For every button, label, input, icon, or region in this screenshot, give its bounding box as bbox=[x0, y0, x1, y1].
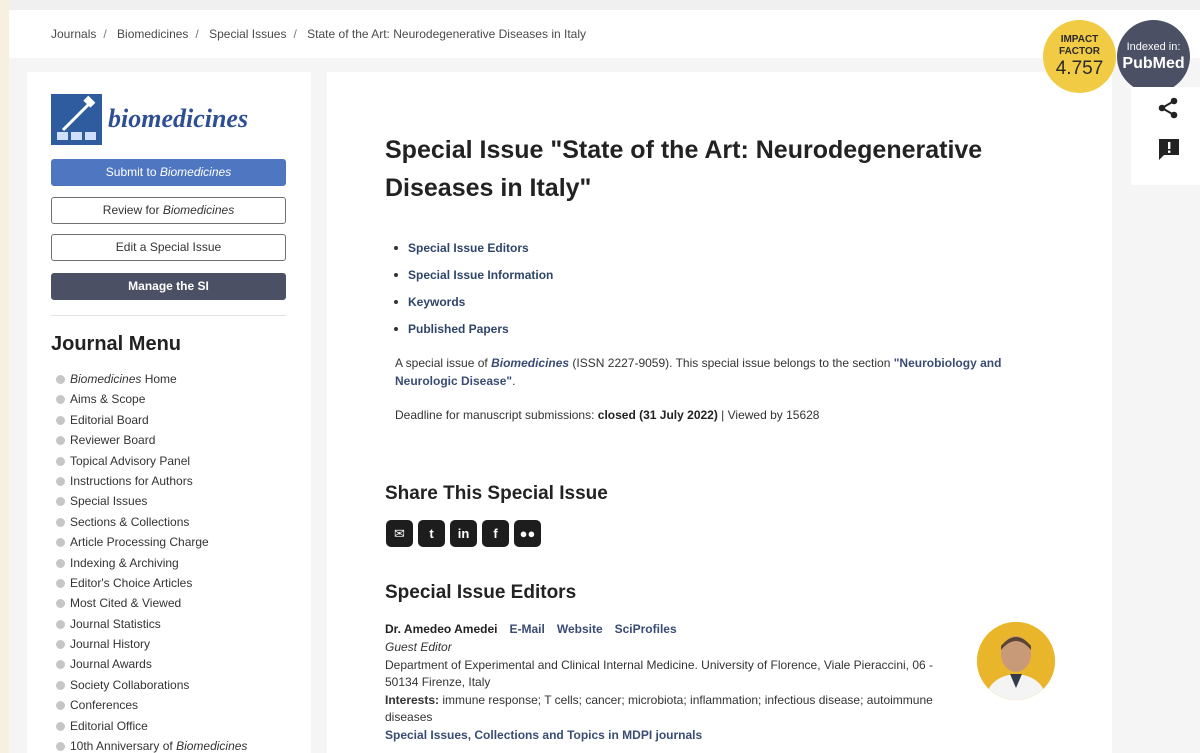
menu-item-label: Society Collaborations bbox=[70, 677, 190, 692]
menu-item-reviewer-board[interactable] bbox=[56, 430, 247, 450]
indexed-label: Indexed in: bbox=[1126, 41, 1181, 53]
impact-factor-badge[interactable] bbox=[1043, 20, 1116, 93]
share-icons bbox=[386, 520, 546, 547]
review-button-prefix: Review for bbox=[102, 203, 163, 217]
toc-published-papers[interactable]: Published Papers bbox=[393, 321, 553, 348]
journal-menu-list bbox=[56, 369, 247, 753]
special-issue-intro bbox=[395, 354, 1055, 390]
menu-item-indexing-archiving[interactable] bbox=[56, 553, 247, 573]
menu-item-label: Editorial Office bbox=[70, 718, 148, 733]
email-icon[interactable]: ✉ bbox=[386, 520, 413, 547]
editor-header bbox=[385, 622, 689, 636]
intro-suffix: . bbox=[512, 374, 516, 388]
interests-label: Interests: bbox=[385, 693, 440, 707]
breadcrumb-separator: / bbox=[293, 27, 297, 41]
bullet-icon bbox=[56, 375, 65, 384]
editor-more-link-wrap bbox=[385, 727, 960, 744]
bullet-icon bbox=[56, 497, 65, 506]
editor-name: Dr. Amedeo Amedei bbox=[385, 622, 498, 636]
menu-item-label: Sections & Collections bbox=[70, 514, 190, 529]
linkedin-icon[interactable]: in bbox=[450, 520, 477, 547]
breadcrumb-special-issues[interactable]: Special Issues bbox=[209, 27, 287, 41]
breadcrumb-biomedicines[interactable]: Biomedicines bbox=[117, 27, 189, 41]
menu-item-10th-anniversary[interactable] bbox=[56, 736, 247, 753]
interests-text: immune response; T cells; cancer; microbiota; inflammation; infectious disease; autoimmune diseases bbox=[385, 693, 933, 724]
menu-item-label: Journal Statistics bbox=[70, 616, 161, 631]
section-link[interactable]: "Neurobiology and Neurologic Disease" bbox=[395, 356, 1002, 388]
bullet-icon bbox=[56, 538, 65, 547]
submit-button-journal: Biomedicines bbox=[159, 165, 232, 179]
editor-website-link[interactable]: Website bbox=[556, 622, 603, 636]
deadline-label: Deadline for manuscript submissions: bbox=[395, 408, 598, 422]
view-count: | Viewed by 15628 bbox=[717, 408, 820, 422]
menu-item-topical-advisory-panel[interactable] bbox=[56, 451, 247, 471]
menu-item-conferences[interactable] bbox=[56, 695, 247, 715]
menu-item-label: Aims & Scope bbox=[70, 392, 146, 407]
share-heading: Share This Special Issue bbox=[385, 483, 608, 504]
breadcrumb-separator: / bbox=[103, 27, 107, 41]
wechat-icon[interactable]: ●● bbox=[514, 520, 541, 547]
share-icon[interactable] bbox=[1157, 97, 1179, 119]
sidebar-divider bbox=[51, 315, 286, 316]
bullet-icon bbox=[56, 436, 65, 445]
twitter-icon[interactable]: t bbox=[418, 520, 445, 547]
menu-item-aims-scope[interactable] bbox=[56, 389, 247, 409]
bullet-icon bbox=[56, 742, 65, 751]
review-button[interactable] bbox=[51, 197, 286, 224]
feedback-icon[interactable] bbox=[1157, 137, 1181, 161]
breadcrumb-separator: / bbox=[195, 27, 199, 41]
breadcrumb-journals[interactable]: Journals bbox=[51, 27, 97, 41]
menu-item-article-processing-charge[interactable] bbox=[56, 532, 247, 552]
editor-role: Guest Editor bbox=[385, 640, 452, 654]
bullet-icon bbox=[56, 395, 65, 404]
bullet-icon bbox=[56, 599, 65, 608]
editor-sciprofiles-link[interactable]: SciProfiles bbox=[614, 622, 677, 636]
logo-text: biomedicines bbox=[108, 104, 249, 133]
bullet-icon bbox=[56, 559, 65, 568]
bullet-icon bbox=[56, 477, 65, 486]
bullet-icon bbox=[56, 457, 65, 466]
menu-item-journal: Biomedicines bbox=[176, 739, 248, 753]
menu-item-journal: Biomedicines bbox=[70, 372, 142, 386]
edit-special-issue-button[interactable]: Edit a Special Issue bbox=[51, 234, 286, 261]
menu-item-sections-collections[interactable] bbox=[56, 512, 247, 532]
menu-item-label: 10th Anniversary of bbox=[70, 739, 177, 753]
menu-item-label: Editor's Choice Articles bbox=[70, 575, 193, 590]
left-edge bbox=[0, 0, 9, 753]
menu-item-label: Reviewer Board bbox=[70, 433, 156, 448]
menu-item-editorial-office[interactable] bbox=[56, 716, 247, 736]
bullet-icon bbox=[56, 722, 65, 731]
menu-item-label: Indexing & Archiving bbox=[70, 555, 179, 570]
table-of-contents bbox=[393, 240, 553, 348]
journal-logo[interactable] bbox=[51, 94, 261, 145]
toc-special-issue-information[interactable]: Special Issue Information bbox=[393, 267, 553, 294]
breadcrumb bbox=[51, 27, 586, 41]
toc-special-issue-editors[interactable]: Special Issue Editors bbox=[393, 240, 553, 267]
editor-avatar bbox=[977, 622, 1055, 700]
review-button-journal: Biomedicines bbox=[162, 203, 235, 217]
menu-item-most-cited[interactable] bbox=[56, 593, 247, 613]
impact-label-line1: IMPACT bbox=[1060, 34, 1099, 45]
menu-item-label: Conferences bbox=[70, 698, 139, 713]
bullet-icon bbox=[56, 620, 65, 629]
bullet-icon bbox=[56, 579, 65, 588]
menu-item-instructions-for-authors[interactable] bbox=[56, 471, 247, 491]
submit-button[interactable] bbox=[51, 159, 286, 186]
menu-item-special-issues[interactable] bbox=[56, 491, 247, 511]
menu-item-editors-choice[interactable] bbox=[56, 573, 247, 593]
main-content bbox=[327, 72, 1112, 753]
menu-item-label: Journal History bbox=[70, 637, 151, 652]
bullet-icon bbox=[56, 701, 65, 710]
intro-journal-link[interactable]: Biomedicines bbox=[491, 356, 570, 370]
indexed-value: PubMed bbox=[1122, 55, 1185, 72]
editor-email-link[interactable]: E-Mail bbox=[509, 622, 545, 636]
submit-button-prefix: Submit to bbox=[105, 165, 160, 179]
bullet-icon bbox=[56, 660, 65, 669]
impact-label-line2: FACTOR bbox=[1059, 46, 1100, 57]
intro-prefix: A special issue of bbox=[395, 356, 492, 370]
menu-item-label: Instructions for Authors bbox=[70, 473, 193, 488]
bullet-icon bbox=[56, 518, 65, 527]
manage-si-button[interactable]: Manage the SI bbox=[51, 273, 286, 300]
impact-factor-value: 4.757 bbox=[1055, 58, 1104, 79]
menu-item-home[interactable] bbox=[56, 369, 247, 389]
editors-heading: Special Issue Editors bbox=[385, 582, 577, 603]
menu-item-label: Most Cited & Viewed bbox=[70, 596, 182, 611]
breadcrumb-current: State of the Art: Neurodegenerative Diseases in Italy bbox=[307, 27, 586, 41]
bullet-icon bbox=[56, 416, 65, 425]
menu-item-label: Home bbox=[144, 372, 177, 386]
facebook-icon[interactable]: f bbox=[482, 520, 509, 547]
sidebar bbox=[27, 72, 311, 753]
toc-keywords[interactable]: Keywords bbox=[393, 294, 553, 321]
menu-item-editorial-board[interactable] bbox=[56, 410, 247, 430]
menu-item-label: Topical Advisory Panel bbox=[70, 453, 191, 468]
deadline-line bbox=[395, 406, 1055, 424]
menu-item-label: Editorial Board bbox=[70, 412, 149, 427]
right-toolbar bbox=[1131, 87, 1200, 185]
menu-item-label: Article Processing Charge bbox=[70, 535, 209, 550]
bullet-icon bbox=[56, 681, 65, 690]
pubmed-badge[interactable] bbox=[1117, 20, 1190, 93]
menu-item-journal-history[interactable] bbox=[56, 634, 247, 654]
editor-more-link[interactable]: Special Issues, Collections and Topics in MDPI journals bbox=[385, 728, 703, 742]
impact-factor-label bbox=[1043, 34, 1116, 58]
pipette-logo-icon bbox=[51, 94, 102, 145]
deadline-value: closed (31 July 2022) bbox=[597, 408, 718, 422]
journal-menu-title: Journal Menu bbox=[51, 333, 182, 355]
menu-item-journal-awards[interactable] bbox=[56, 654, 247, 674]
menu-item-society-collaborations[interactable] bbox=[56, 675, 247, 695]
editor-affiliation: Department of Experimental and Clinical Internal Medicine. University of Florence, Viale Pieraccini, 06 - 50134 Firenze, Italy bbox=[385, 658, 934, 689]
intro-middle: (ISSN 2227-9059). This special issue belongs to the section bbox=[569, 356, 894, 370]
bullet-icon bbox=[56, 640, 65, 649]
menu-item-journal-statistics[interactable] bbox=[56, 614, 247, 634]
menu-item-label: Special Issues bbox=[70, 494, 148, 509]
menu-item-label: Journal Awards bbox=[70, 657, 152, 672]
page-title: Special Issue "State of the Art: Neurodegenerative Diseases in Italy" bbox=[385, 136, 983, 202]
editor-interests bbox=[385, 692, 960, 726]
